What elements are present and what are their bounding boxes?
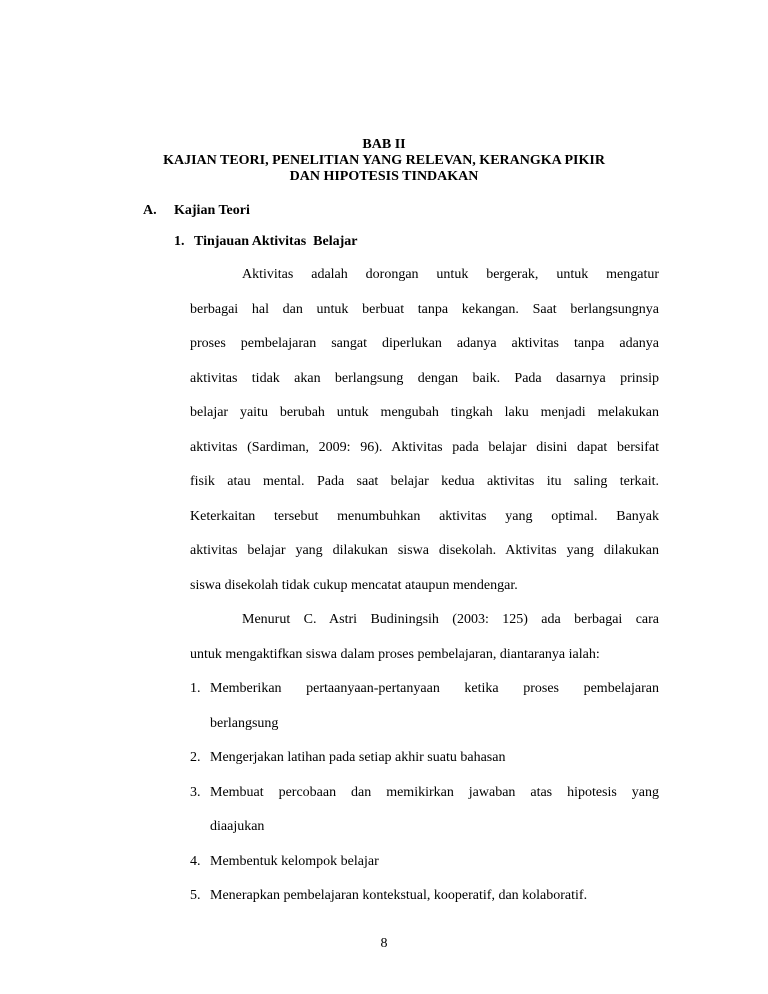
paragraph-line: aktivitas belajar yang dilakukan siswa disekolah. Aktivitas yang dilakukan (190, 543, 659, 558)
chapter-heading (0, 137, 768, 185)
activity-list (190, 672, 659, 914)
chapter-title-line-1: KAJIAN TEORI, PENELITIAN YANG RELEVAN, KERANGKA PIKIR (163, 153, 605, 168)
list-item (190, 879, 659, 914)
chapter-title-line-2: DAN HIPOTESIS TINDAKAN (289, 169, 479, 184)
list-item (190, 845, 659, 880)
list-item-line: Menerapkan pembelajaran kontekstual, kooperatif, dan kolaboratif. (210, 888, 588, 903)
paragraph-line: Menurut C. Astri Budiningsih (2003: 125) ada berbagai cara (242, 612, 659, 627)
paragraph-line: Aktivitas adalah dorongan untuk bergerak, untuk mengatur (242, 267, 659, 282)
list-item-line: Membuat percobaan dan memikirkan jawaban atas hipotesis yang (210, 784, 659, 800)
list-item-line: diaajukan (210, 819, 265, 834)
subsection-title: Tinjauan Aktivitas Belajar (194, 234, 358, 249)
section-label: A. (143, 203, 157, 218)
paragraph-line: aktivitas tidak akan berlangsung dengan baik. Pada dasarnya prinsip (190, 370, 659, 386)
list-item-line: Mengerjakan latihan pada setiap akhir suatu bahasan (210, 750, 506, 765)
section-title: Kajian Teori (174, 203, 250, 218)
subsection-label: 1. (174, 234, 185, 249)
list-item-line: Memberikan pertaanyaan-pertanyaan ketika proses pembelajaran (210, 681, 659, 696)
page-number: 8 (380, 936, 388, 951)
paragraph-line: untuk mengaktifkan siswa dalam proses pembelajaran, diantaranya ialah: (190, 646, 600, 662)
list-number: 3. (190, 784, 201, 800)
list-number: 1. (190, 681, 201, 696)
list-number: 4. (190, 853, 201, 869)
list-item (190, 776, 659, 845)
paragraph-line: aktivitas (Sardiman, 2009: 96). Aktivitas pada belajar disini dapat bersifat (190, 439, 659, 455)
chapter-label: BAB II (362, 137, 406, 152)
paragraph-line: belajar yaitu berubah untuk mengubah tingkah laku menjadi melakukan (190, 405, 659, 420)
paragraph-aktivitas (190, 258, 659, 603)
list-item (190, 672, 659, 741)
paragraph-line: siswa disekolah tidak cukup mencatat ataupun mendengar. (190, 577, 518, 593)
paragraph-line: proses pembelajaran sangat diperlukan adanya aktivitas tanpa adanya (190, 336, 659, 351)
paragraph-line: berbagai hal dan untuk berbuat tanpa kekangan. Saat berlangsungnya (190, 301, 659, 317)
list-number: 2. (190, 750, 201, 765)
list-item-line: Membentuk kelompok belajar (210, 853, 379, 869)
paragraph-line: fisik atau mental. Pada saat belajar kedua aktivitas itu saling terkait. (190, 474, 659, 489)
list-number: 5. (190, 888, 201, 903)
list-item (190, 741, 659, 776)
paragraph-line: Keterkaitan tersebut menumbuhkan aktivitas yang optimal. Banyak (190, 508, 659, 524)
paragraph-menurut (190, 603, 659, 672)
list-item-line: berlangsung (210, 715, 279, 731)
